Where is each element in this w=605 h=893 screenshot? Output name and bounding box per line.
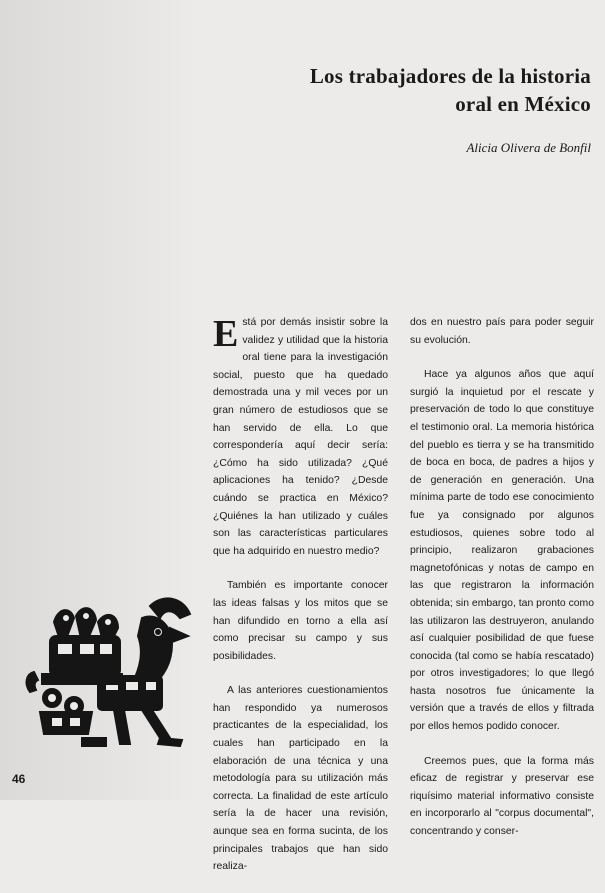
text-column-2 [410, 314, 594, 858]
paragraph-text: stá por demás insistir sobre la validez y utilidad que la historia oral tiene para la investigación social, puesto que ha quedado demostrada una y mil veces por un gran número de estudiosos que se han servido de ella. Lo que correspondería aquí decir sería: ¿Cómo ha sido utilizada? ¿Qué aplicaciones ha tenido? ¿Desde cuándo se practica en México? ¿Quiénes la han utilizado y cuáles son las características particulares que ha adquirido en nuestro medio? [213, 317, 388, 557]
article-title: Los trabajadores de la historia oral en México [309, 64, 591, 116]
article-author: Alicia Olivera de Bonfil [466, 140, 591, 155]
paragraph: A las anteriores cuestionamientos han respondido ya numerosos practicantes de la especialidad, los cuales han participado en la elaboración de una técnica y una metodología para su utilización más correcta. La finalidad de este artículo sería la de hacer una revisión, aunque sea en forma sucinta, de los principales trabajos que han sido realiza- [213, 685, 388, 873]
text-column-1 [213, 314, 388, 893]
paragraph: dos en nuestro país para poder seguir su evolución. [410, 317, 594, 346]
paragraph: También es importante conocer las ideas falsas y los mitos que se han difundido en torno a ella así como precisar su campo y sus posibilidades. [213, 580, 388, 662]
pre-hispanic-codex-figure-icon [22, 588, 194, 753]
page-number: 46 [12, 772, 26, 786]
paragraph: Hace ya algunos años que aquí surgió la inquietud por el rescate y preservación de todo lo que constituye el testimonio oral. La memoria histórica del pueblo es tierra y se ha transmitido de boca en boca, de padres a hijos y de generación en generación. Una mínima parte de todo ese conocimiento fue ya consignado por algunos estudiosos, quienes sobre todo al principio, realizaron grabaciones magnetofónicas y notas de campo en las que registraron la información obtenida; sin embargo, tan pronto como las utilizaron las destruyeron, anulando así cualquier posibilidad de que fuese conocida (tal como se había rescatado) por otros investigadores; lo que llegó hasta nosotros fue únicamente la versión que a través de ellos y filtrada por ellos hemos podido conocer. [410, 369, 594, 733]
drop-cap: E [213, 313, 239, 355]
paragraph [213, 314, 388, 560]
paragraph: Creemos pues, que la forma más eficaz de registrar y preservar ese riquísimo material informativo consiste en incorporarlo al "corpus documental", concentrando y conser- [410, 755, 594, 838]
